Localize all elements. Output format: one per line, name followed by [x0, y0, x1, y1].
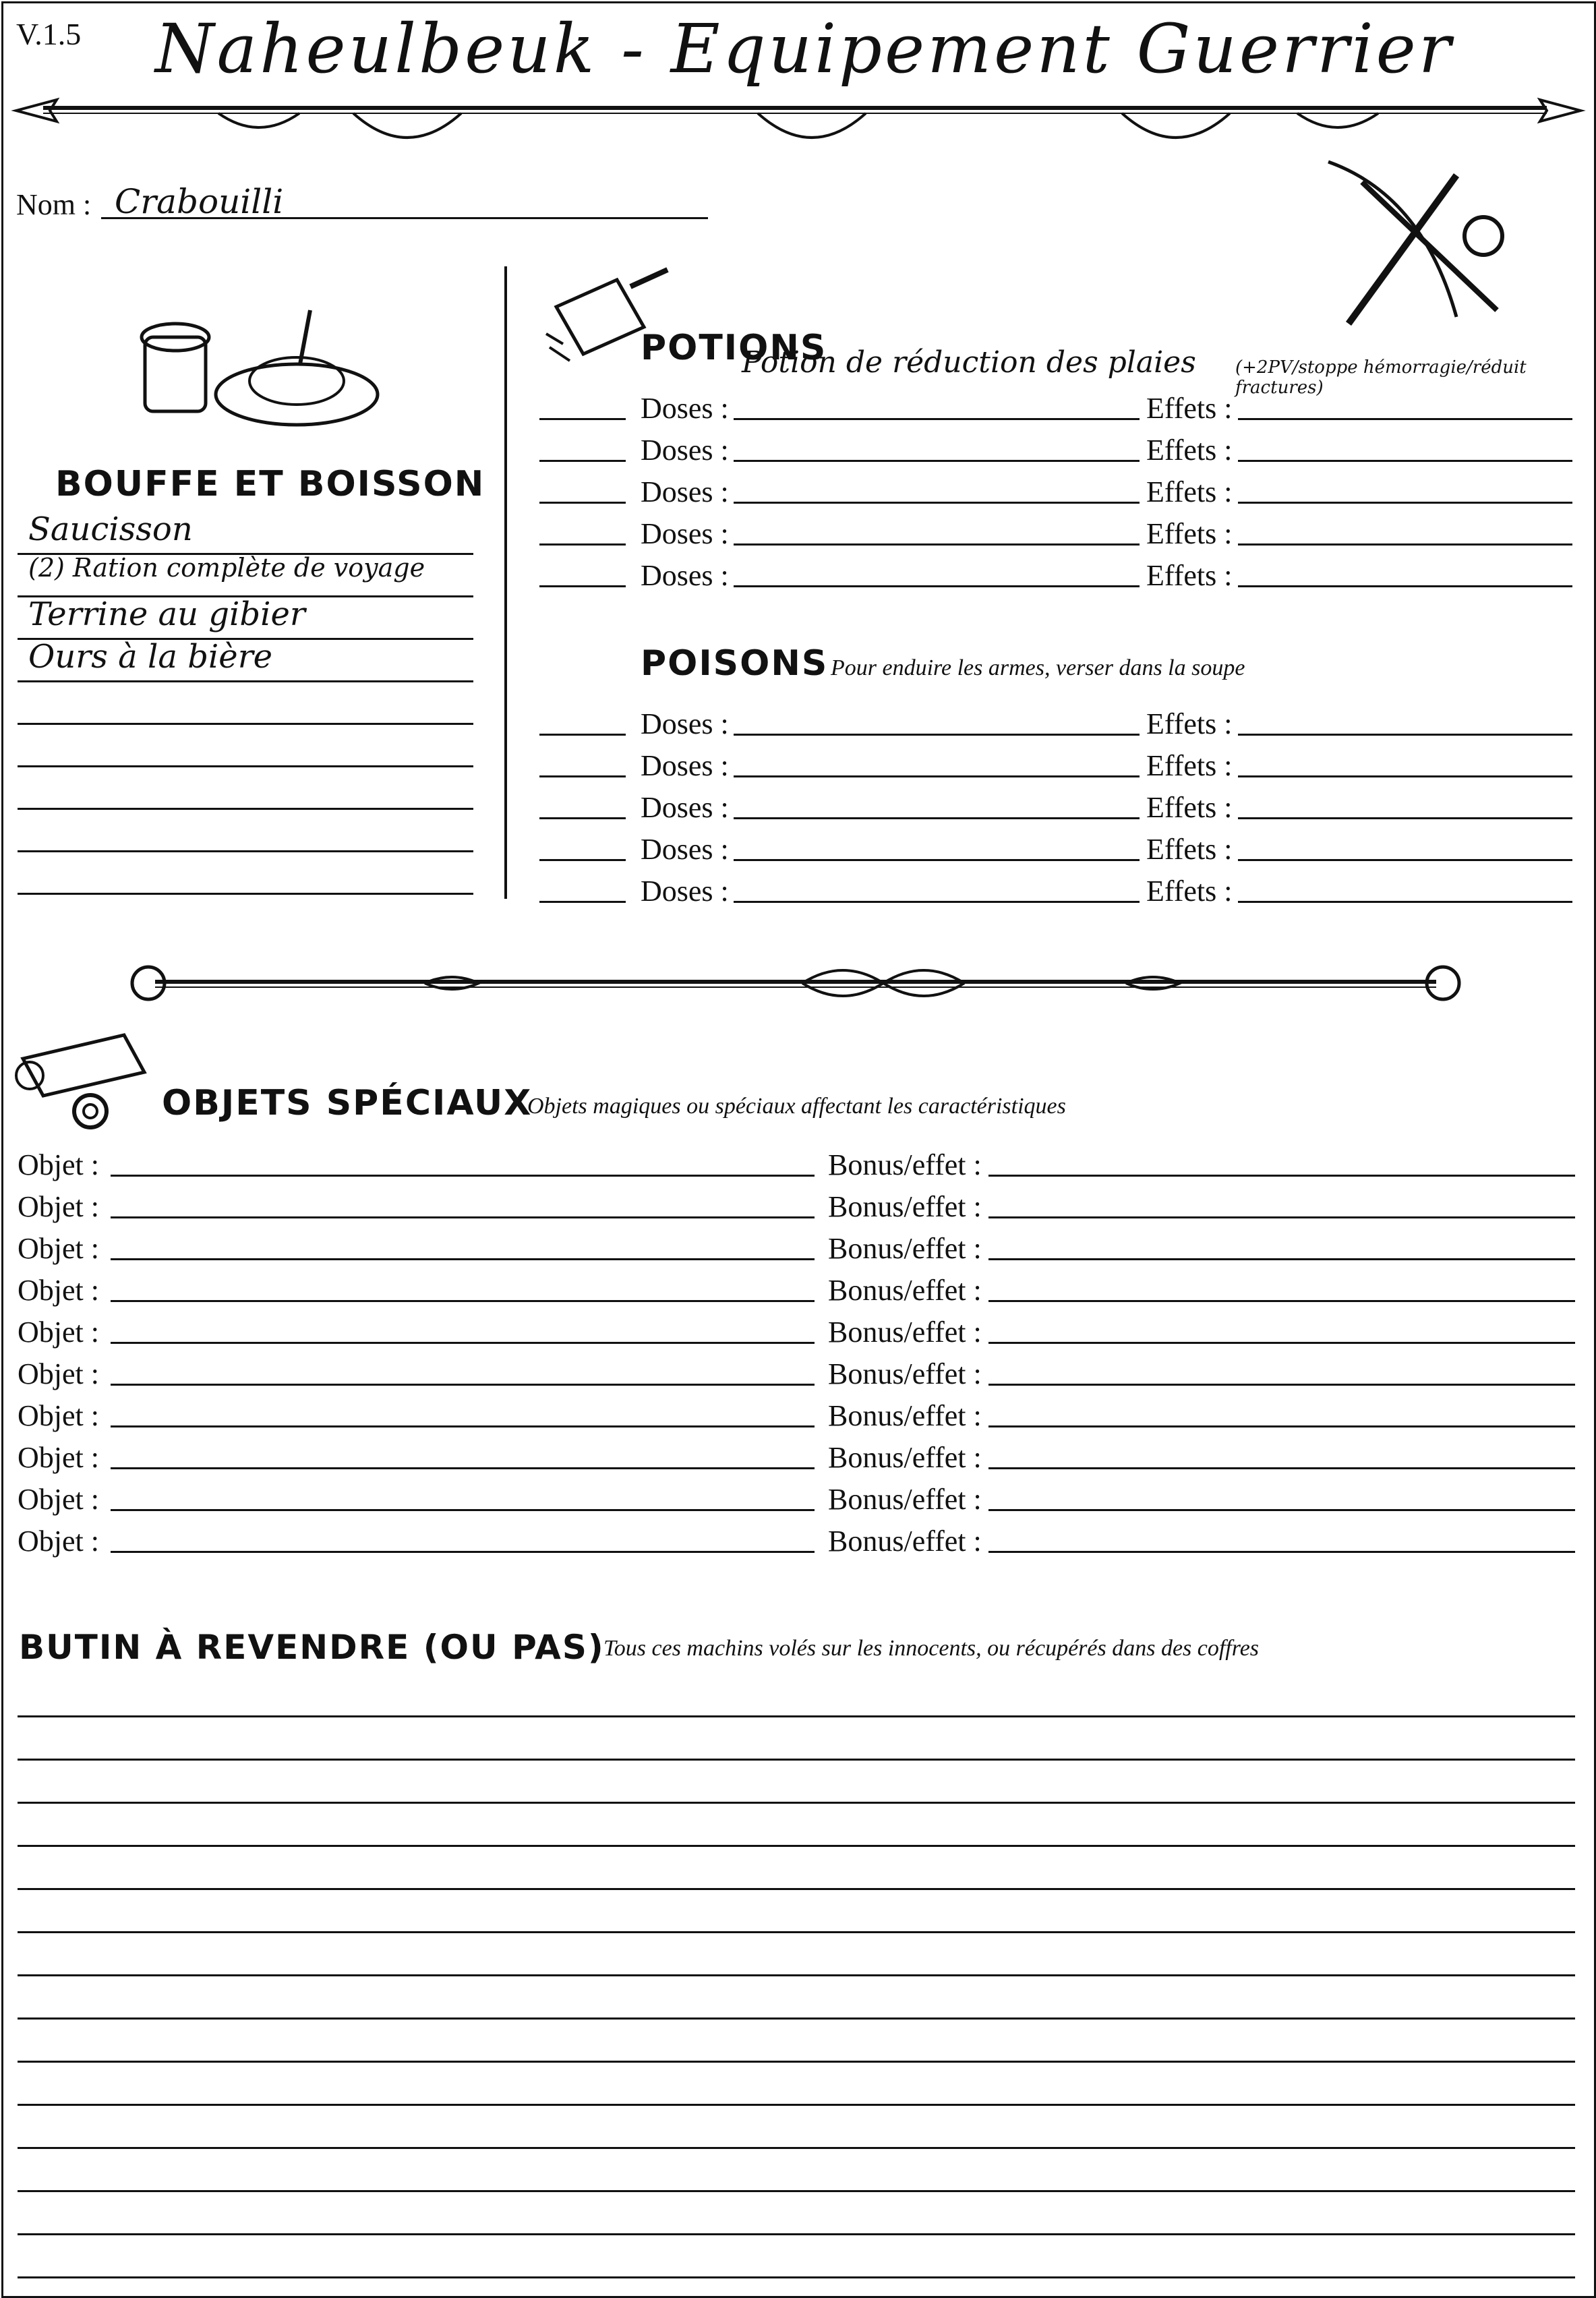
objet-line[interactable]: [111, 1509, 815, 1511]
doses-line[interactable]: [734, 734, 1140, 736]
food-line: [18, 850, 473, 852]
doses-label: Doses :: [641, 434, 729, 467]
effets-line[interactable]: [1238, 859, 1572, 861]
butin-line[interactable]: [18, 2061, 1575, 2063]
doses-line[interactable]: [734, 460, 1140, 462]
food-item[interactable]: Terrine au gibier: [28, 595, 305, 633]
objet-line[interactable]: [111, 1175, 815, 1177]
butin-line[interactable]: [18, 1802, 1575, 1804]
objet-label: Objet :: [18, 1148, 99, 1181]
qty-line[interactable]: [539, 859, 626, 861]
food-line: [18, 893, 473, 895]
butin-line[interactable]: [18, 2233, 1575, 2235]
effets-line[interactable]: [1238, 734, 1572, 736]
scroll-ring-icon: [16, 1032, 158, 1133]
effets-line[interactable]: [1238, 502, 1572, 504]
effets-line[interactable]: [1238, 901, 1572, 903]
objet-line[interactable]: [111, 1384, 815, 1386]
effets-line[interactable]: [1238, 775, 1572, 777]
effets-line[interactable]: [1238, 817, 1572, 819]
food-line: [18, 808, 473, 810]
doses-label: Doses :: [641, 475, 729, 508]
qty-line[interactable]: [539, 585, 626, 587]
column-divider: [504, 266, 507, 899]
effets-label: Effets :: [1146, 833, 1233, 866]
effets-label: Effets :: [1146, 749, 1233, 782]
doses-label: Doses :: [641, 833, 729, 866]
spear-divider: [16, 88, 1580, 148]
effets-line[interactable]: [1238, 460, 1572, 462]
bonus-line[interactable]: [988, 1425, 1575, 1427]
butin-line[interactable]: [18, 2276, 1575, 2278]
objet-line[interactable]: [111, 1216, 815, 1218]
objet-label: Objet :: [18, 1274, 99, 1307]
butin-subtitle: Tous ces machins volés sur les innocents, ou récupérés dans des coffres: [603, 1636, 1260, 1661]
doses-line[interactable]: [734, 502, 1140, 504]
effets-line[interactable]: [1238, 418, 1572, 420]
doses-line[interactable]: [734, 859, 1140, 861]
butin-line[interactable]: [18, 2190, 1575, 2192]
potion-entry-name[interactable]: Potion de réduction des plaies: [742, 345, 1196, 380]
effets-label: Effets :: [1146, 791, 1233, 824]
qty-line[interactable]: [539, 817, 626, 819]
doses-label: Doses :: [641, 559, 729, 592]
bonus-line[interactable]: [988, 1342, 1575, 1344]
page-title: Naheulbeuk - Equipement Guerrier: [155, 9, 1454, 88]
doses-line[interactable]: [734, 901, 1140, 903]
doses-label: Doses :: [641, 875, 729, 908]
qty-line[interactable]: [539, 775, 626, 777]
objet-line[interactable]: [111, 1425, 815, 1427]
bonus-label: Bonus/effet :: [828, 1190, 982, 1223]
bonus-label: Bonus/effet :: [828, 1357, 982, 1390]
qty-line[interactable]: [539, 734, 626, 736]
effets-label: Effets :: [1146, 875, 1233, 908]
objet-label: Objet :: [18, 1441, 99, 1474]
doses-line[interactable]: [734, 817, 1140, 819]
bonus-label: Bonus/effet :: [828, 1525, 982, 1558]
bonus-line[interactable]: [988, 1384, 1575, 1386]
butin-line[interactable]: [18, 2147, 1575, 2149]
food-icon: [138, 303, 381, 432]
potions-title: POTIONS: [641, 328, 827, 368]
objet-label: Objet :: [18, 1399, 99, 1432]
version-label: V.1.5: [16, 17, 82, 51]
effets-line[interactable]: [1238, 543, 1572, 546]
effets-label: Effets :: [1146, 559, 1233, 592]
objet-line[interactable]: [111, 1342, 815, 1344]
doses-label: Doses :: [641, 791, 729, 824]
doses-label: Doses :: [641, 749, 729, 782]
objet-line[interactable]: [111, 1551, 815, 1553]
butin-line[interactable]: [18, 2104, 1575, 2106]
objet-label: Objet :: [18, 1190, 99, 1223]
butin-title: BUTIN À REVENDRE (OU PAS): [19, 1628, 605, 1667]
crossed-weapons-icon: [1322, 155, 1524, 337]
bonus-label: Bonus/effet :: [828, 1232, 982, 1265]
doses-label: Doses :: [641, 517, 729, 550]
food-line: [18, 680, 473, 682]
bonus-line[interactable]: [988, 1467, 1575, 1469]
nom-label: Nom :: [16, 188, 92, 221]
food-item[interactable]: (2) Ration complète de voyage: [28, 553, 425, 583]
food-item[interactable]: Ours à la bière: [28, 638, 273, 676]
doses-line[interactable]: [734, 543, 1140, 546]
butin-line[interactable]: [18, 2017, 1575, 2020]
food-line: [18, 723, 473, 725]
effets-label: Effets :: [1146, 707, 1233, 740]
effets-label: Effets :: [1146, 517, 1233, 550]
qty-line[interactable]: [539, 418, 626, 420]
butin-line[interactable]: [18, 1845, 1575, 1847]
doses-line[interactable]: [734, 775, 1140, 777]
bonus-label: Bonus/effet :: [828, 1316, 982, 1349]
qty-line[interactable]: [539, 901, 626, 903]
potion-entry-effect[interactable]: (+2PV/stoppe hémorragie/réduit fractures): [1235, 357, 1527, 398]
bonus-line[interactable]: [988, 1509, 1575, 1511]
butin-line[interactable]: [18, 1715, 1575, 1717]
nom-line: [101, 217, 708, 219]
food-item[interactable]: Saucisson: [28, 510, 193, 548]
objet-line[interactable]: [111, 1300, 815, 1302]
food-line: [18, 765, 473, 767]
poisons-title: POISONS: [641, 643, 829, 684]
doses-label: Doses :: [641, 392, 729, 425]
objet-label: Objet :: [18, 1357, 99, 1390]
butin-line[interactable]: [18, 1888, 1575, 1890]
doses-line[interactable]: [734, 418, 1140, 420]
doses-label: Doses :: [641, 707, 729, 740]
bonus-label: Bonus/effet :: [828, 1483, 982, 1516]
qty-line[interactable]: [539, 543, 626, 546]
effets-label: Effets :: [1146, 475, 1233, 508]
effets-label: Effets :: [1146, 392, 1233, 425]
qty-line[interactable]: [539, 502, 626, 504]
objet-label: Objet :: [18, 1525, 99, 1558]
objet-label: Objet :: [18, 1232, 99, 1265]
objet-label: Objet :: [18, 1483, 99, 1516]
staff-divider: [128, 958, 1463, 1005]
bonus-line[interactable]: [988, 1216, 1575, 1218]
bonus-line[interactable]: [988, 1258, 1575, 1260]
objet-label: Objet :: [18, 1316, 99, 1349]
bonus-label: Bonus/effet :: [828, 1399, 982, 1432]
bonus-label: Bonus/effet :: [828, 1274, 982, 1307]
bonus-line[interactable]: [988, 1551, 1575, 1553]
doses-line[interactable]: [734, 585, 1140, 587]
butin-line[interactable]: [18, 1974, 1575, 1976]
nom-value[interactable]: Crabouilli: [115, 182, 284, 221]
objets-title: OBJETS SPÉCIAUX: [162, 1083, 533, 1123]
bonus-line[interactable]: [988, 1300, 1575, 1302]
bonus-line[interactable]: [988, 1175, 1575, 1177]
bonus-label: Bonus/effet :: [828, 1441, 982, 1474]
poisons-subtitle: Pour enduire les armes, verser dans la soupe: [831, 655, 1245, 680]
objet-line[interactable]: [111, 1467, 815, 1469]
bonus-label: Bonus/effet :: [828, 1148, 982, 1181]
effets-line[interactable]: [1238, 585, 1572, 587]
food-title: BOUFFE ET BOISSON: [55, 464, 485, 504]
effets-label: Effets :: [1146, 434, 1233, 467]
butin-line[interactable]: [18, 1931, 1575, 1933]
butin-line[interactable]: [18, 1759, 1575, 1761]
objet-line[interactable]: [111, 1258, 815, 1260]
objets-subtitle: Objets magiques ou spéciaux affectant les caractéristiques: [527, 1094, 1066, 1119]
qty-line[interactable]: [539, 460, 626, 462]
